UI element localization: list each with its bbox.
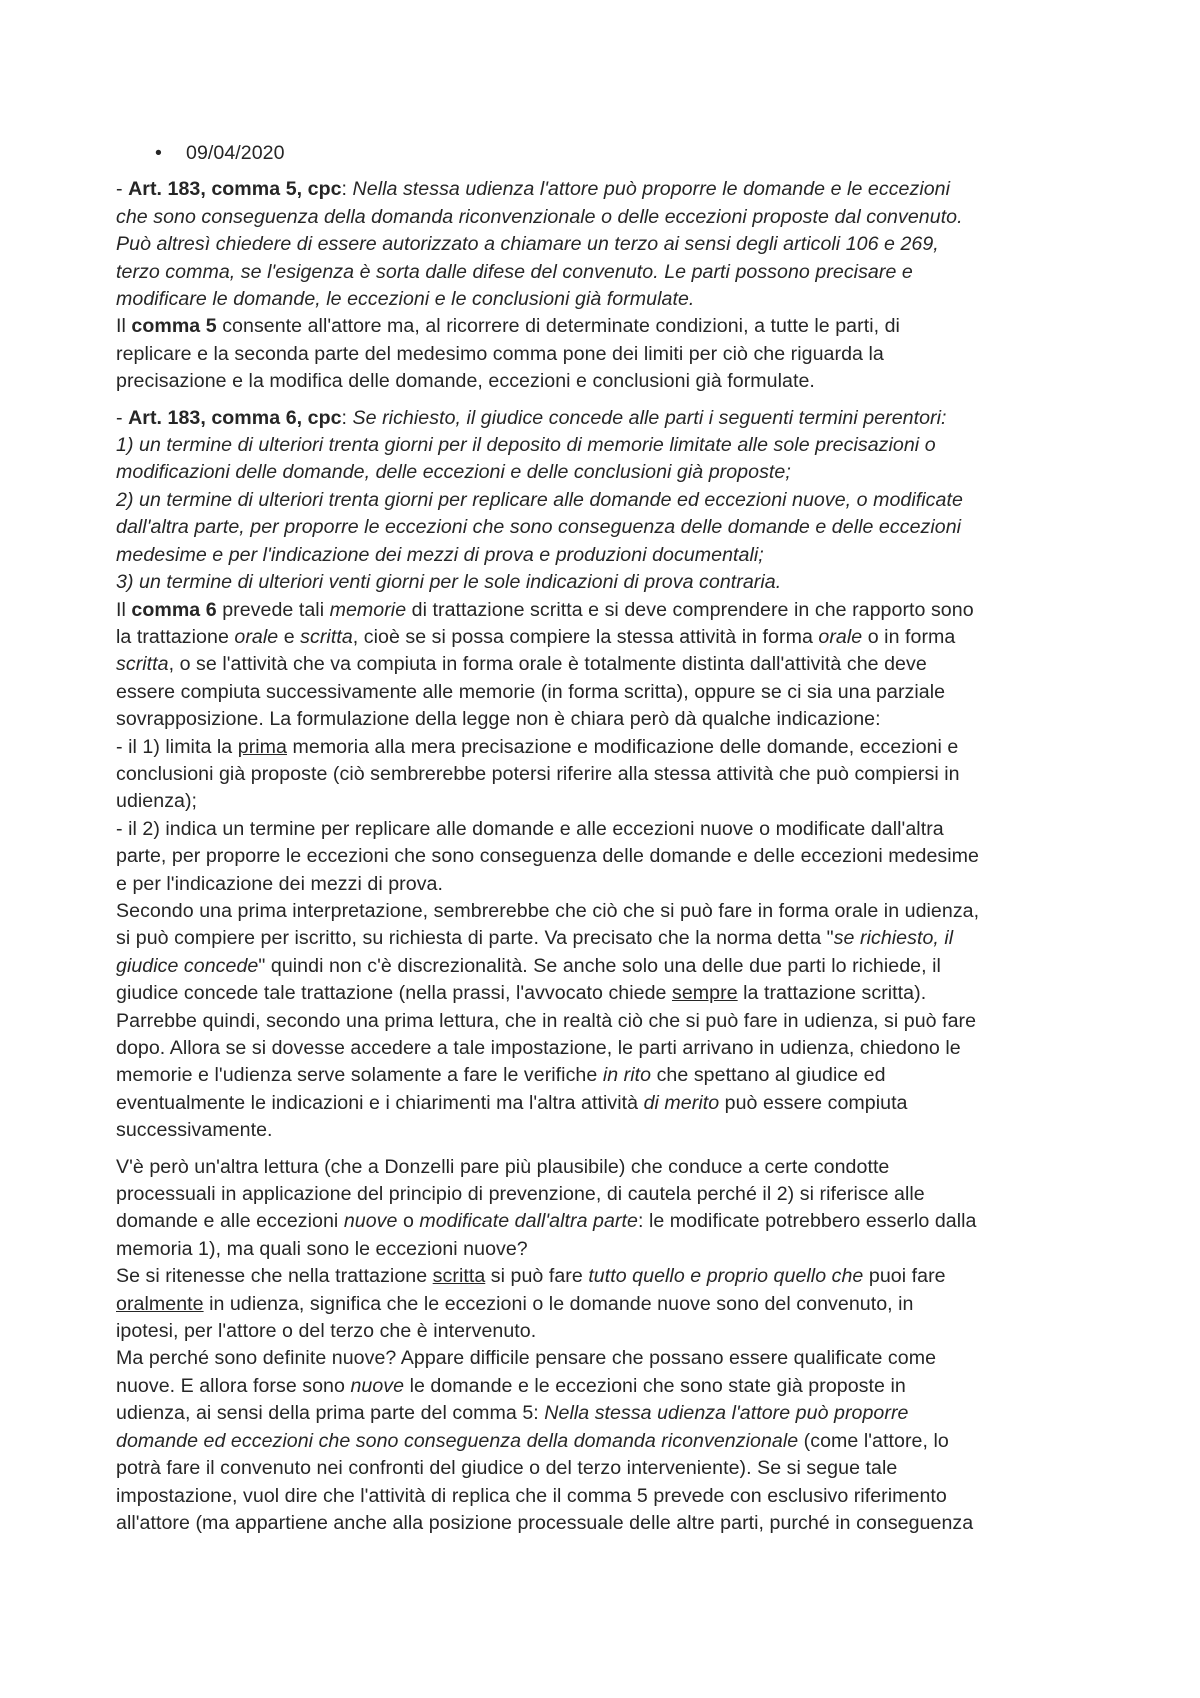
text-segment: dopo. Allora se si dovesse accedere a tale impostazione, le parti arrivano in udienza, chiedono le <box>116 1037 961 1059</box>
text-segment: memorie <box>329 598 407 621</box>
article-reference: Art. 183, comma 6, cpc <box>128 406 342 429</box>
text-segment: Secondo una prima interpretazione, sembrerebbe che ciò che si può fare in forma orale in udienza, <box>116 899 980 922</box>
text-line <box>116 1090 1096 1117</box>
text-segment: 3) un termine di ulteriori venti giorni per le sole indicazioni di prova contraria. <box>116 571 782 594</box>
text-segment: comma 5 <box>131 315 217 338</box>
article-reference: Art. 183, comma 5, cpc <box>128 178 342 201</box>
text-segment: può essere compiuta <box>719 1091 908 1114</box>
text-segment: successivamente. <box>116 1119 273 1142</box>
text-segment: domande e alle eccezioni <box>116 1210 344 1233</box>
text-segment: modificate dall'altra parte <box>419 1210 638 1233</box>
text-segment: V'è però un'altra lettura (che a Donzelli pare più plausibile) che conduce a certe condotte <box>116 1155 890 1178</box>
text-segment: in udienza, significa che le eccezioni o le domande nuove sono del convenuto, in <box>203 1292 914 1315</box>
text-segment: Il <box>116 598 132 621</box>
text-line <box>116 624 1096 651</box>
text-segment: si può fare <box>485 1265 589 1288</box>
text-line <box>116 597 1096 624</box>
text-segment: Può altresì chiedere di essere autorizzato a chiamare un terzo ai sensi degli articoli 106 e 269, <box>116 233 939 256</box>
paragraph-art183-comma6 <box>116 405 1096 1145</box>
text-segment: scritta <box>300 625 353 648</box>
text-segment: oralmente <box>116 1292 204 1315</box>
text-segment: prevede tali <box>216 598 330 621</box>
text-segment: eventualmente le indicazioni e i chiarimenti ma l'altra attività <box>116 1091 644 1114</box>
text-line <box>116 176 1096 203</box>
text-line <box>116 953 1096 980</box>
text-segment: modificazioni delle domande, delle eccezioni e delle conclusioni già proposte; <box>116 461 791 484</box>
text-segment: - il 1) limita la <box>116 735 238 758</box>
text-line <box>116 432 1096 459</box>
text-segment: puoi fare <box>863 1265 946 1288</box>
text-line <box>116 980 1096 1007</box>
text-line <box>116 231 1096 258</box>
text-segment: orale <box>234 625 279 648</box>
text-segment: si può compiere per iscritto, su richiesta di parte. Va precisato che la norma detta " <box>116 927 834 950</box>
text-segment: (come l'attore, lo <box>798 1429 949 1452</box>
text-segment: consente all'attore ma, al ricorrere di determinate condizioni, a tutte le parti, di <box>216 315 900 338</box>
text-segment: Se richiesto, il giudice concede alle parti i seguenti termini perentori: <box>352 406 947 429</box>
text-segment: impostazione, vuol dire che l'attività di replica che il comma 5 prevede con esclusivo riferimento <box>116 1484 947 1507</box>
text-segment: udienza); <box>116 790 198 813</box>
text-segment: udienza, ai sensi della prima parte del comma 5: <box>116 1402 545 1425</box>
text-segment: nuove. E allora forse sono <box>116 1374 351 1397</box>
text-segment: di trattazione scritta e si deve comprendere in che rapporto sono <box>406 598 974 621</box>
text-segment: essere compiuta successivamente alle memorie (in forma scritta), oppure se ci sia una parziale <box>116 680 946 703</box>
text-segment: in rito <box>602 1064 652 1087</box>
text-segment: dall'altra parte, per proporre le eccezioni che sono conseguenza delle domande e delle eccezioni <box>116 516 962 539</box>
text-segment: Il <box>116 315 132 338</box>
text-segment: Nella stessa udienza l'attore può proporre le domande e le eccezioni <box>352 178 951 201</box>
text-segment: o <box>397 1210 420 1233</box>
text-line <box>116 1263 1096 1290</box>
text-line <box>116 569 1096 596</box>
text-segment: 2) un termine di ulteriori trenta giorni per replicare alle domande ed eccezioni nuove, o modificate <box>116 488 963 511</box>
text-segment: o in forma <box>862 625 956 648</box>
text-segment: che sono conseguenza della domanda riconvenzionale o delle eccezioni proposte dal convenuto. <box>116 205 963 228</box>
text-line <box>116 1208 1096 1235</box>
text-line <box>116 286 1096 313</box>
text-segment: Ma perché sono definite nuove? Appare difficile pensare che possano essere qualificate come <box>116 1347 937 1370</box>
text-line <box>116 1428 1096 1455</box>
text-segment: , cioè se si possa compiere la stessa attività in forma <box>352 625 819 648</box>
text-segment: replicare e la seconda parte del medesimo comma pone dei limiti per ciò che riguarda la <box>116 342 884 365</box>
text-segment: medesime e per l'indicazione dei mezzi di prova e produzioni documentali; <box>116 543 764 566</box>
text-segment: - <box>116 406 129 429</box>
text-segment: : <box>341 406 353 429</box>
text-segment: prima <box>237 735 287 758</box>
text-segment: sempre <box>672 982 738 1005</box>
text-line <box>116 259 1096 286</box>
text-line <box>116 313 1096 340</box>
text-segment: " quindi non c'è discrezionalità. Se anche solo una delle due parti lo richiede, il <box>258 954 941 977</box>
text-segment: Nella stessa udienza l'attore può proporre <box>544 1402 909 1425</box>
text-segment: nuove <box>350 1374 405 1397</box>
text-line <box>116 925 1096 952</box>
text-line <box>116 459 1096 486</box>
date-text: 09/04/2020 <box>186 142 285 164</box>
text-segment: comma 6 <box>131 598 217 621</box>
text-segment: giudice concede <box>116 954 259 977</box>
text-line <box>116 651 1096 678</box>
text-segment: memorie e l'udienza serve solamente a fare le verifiche <box>116 1064 603 1087</box>
text-segment: , o se l'attività che va compiuta in forma orale è totalmente distinta dall'attività che deve <box>168 653 927 676</box>
text-segment: terzo comma, se l'esigenza è sorta dalle difese del convenuto. Le parti possono precisare e <box>116 260 913 283</box>
text-line <box>116 487 1096 514</box>
text-line <box>116 1400 1096 1427</box>
text-segment: memoria 1), ma quali sono le eccezioni nuove? <box>116 1237 528 1260</box>
text-line <box>116 734 1096 761</box>
text-segment: : <box>341 178 353 201</box>
text-segment: sovrapposizione. La formulazione della legge non è chiara però dà qualche indicazione: <box>116 708 881 731</box>
text-line <box>116 1062 1096 1089</box>
text-segment: Se si ritenesse che nella trattazione <box>116 1265 433 1288</box>
text-segment: di merito <box>643 1091 720 1114</box>
text-segment: nuove <box>343 1210 398 1233</box>
text-line <box>116 1291 1096 1318</box>
text-line <box>116 542 1096 569</box>
text-segment: e per l'indicazione dei mezzi di prova. <box>116 872 443 895</box>
date-bullet-item <box>116 140 1096 167</box>
text-segment: modificare le domande, le eccezioni e le conclusioni già formulate. <box>116 288 695 311</box>
paragraph-art183-comma5 <box>116 176 1096 395</box>
text-segment: che spettano al giudice ed <box>651 1064 886 1087</box>
text-segment: processuali in applicazione del principio di prevenzione, di cautela perché il 2) si riferisce alle <box>116 1183 925 1206</box>
text-line <box>116 1373 1096 1400</box>
text-segment: giudice concede tale trattazione (nella prassi, l'avvocato chiede <box>116 982 672 1005</box>
text-segment: potrà fare il convenuto nei confronti del giudice o del terzo interveniente). Se si segue tale <box>116 1457 898 1480</box>
text-segment: tutto quello e proprio quello che <box>588 1265 864 1288</box>
text-segment: se richiesto, il <box>833 927 954 950</box>
text-segment: - <box>116 178 129 201</box>
text-segment: domande ed eccezioni che sono conseguenza della domanda riconvenzionale <box>116 1429 799 1452</box>
text-segment: scritta <box>432 1265 486 1288</box>
text-line <box>116 405 1096 432</box>
text-line <box>116 204 1096 231</box>
text-segment: : le modificate potrebbero esserlo dalla <box>637 1210 977 1233</box>
text-segment: - il 2) indica un termine per replicare alle domande e alle eccezioni nuove o modificate dall'altra <box>116 817 944 840</box>
text-segment: conclusioni già proposte (ciò sembrerebbe potersi riferire alla stessa attività che può compiersi in <box>116 762 960 785</box>
text-segment: e <box>278 625 301 648</box>
text-segment: le domande e le eccezioni che sono state già proposte in <box>404 1374 906 1397</box>
text-segment: all'attore (ma appartiene anche alla posizione processuale delle altre parti, purché in conseguenza <box>116 1511 974 1534</box>
text-segment: Parrebbe quindi, secondo una prima lettura, che in realtà ciò che si può fare in udienza, si può fare <box>116 1009 977 1032</box>
text-segment: ipotesi, per l'attore o del terzo che è intervenuto. <box>116 1320 537 1343</box>
paragraph-altra-lettura <box>116 1154 1096 1538</box>
document-page <box>116 140 1096 1537</box>
text-segment: la trattazione <box>116 625 235 648</box>
text-segment: parte, per proporre le eccezioni che sono conseguenza delle domande e delle eccezioni medesime <box>116 845 979 868</box>
text-segment: orale <box>818 625 863 648</box>
text-line <box>116 514 1096 541</box>
text-segment: precisazione e la modifica delle domande, eccezioni e conclusioni già formulate. <box>116 370 815 393</box>
text-segment: 1) un termine di ulteriori trenta giorni per il deposito di memorie limitate alle sole precisazioni o <box>116 434 936 457</box>
text-segment: scritta <box>116 653 169 676</box>
text-segment: memoria alla mera precisazione e modificazione delle domande, eccezioni e <box>287 735 959 758</box>
text-segment: la trattazione scritta). <box>737 982 927 1005</box>
